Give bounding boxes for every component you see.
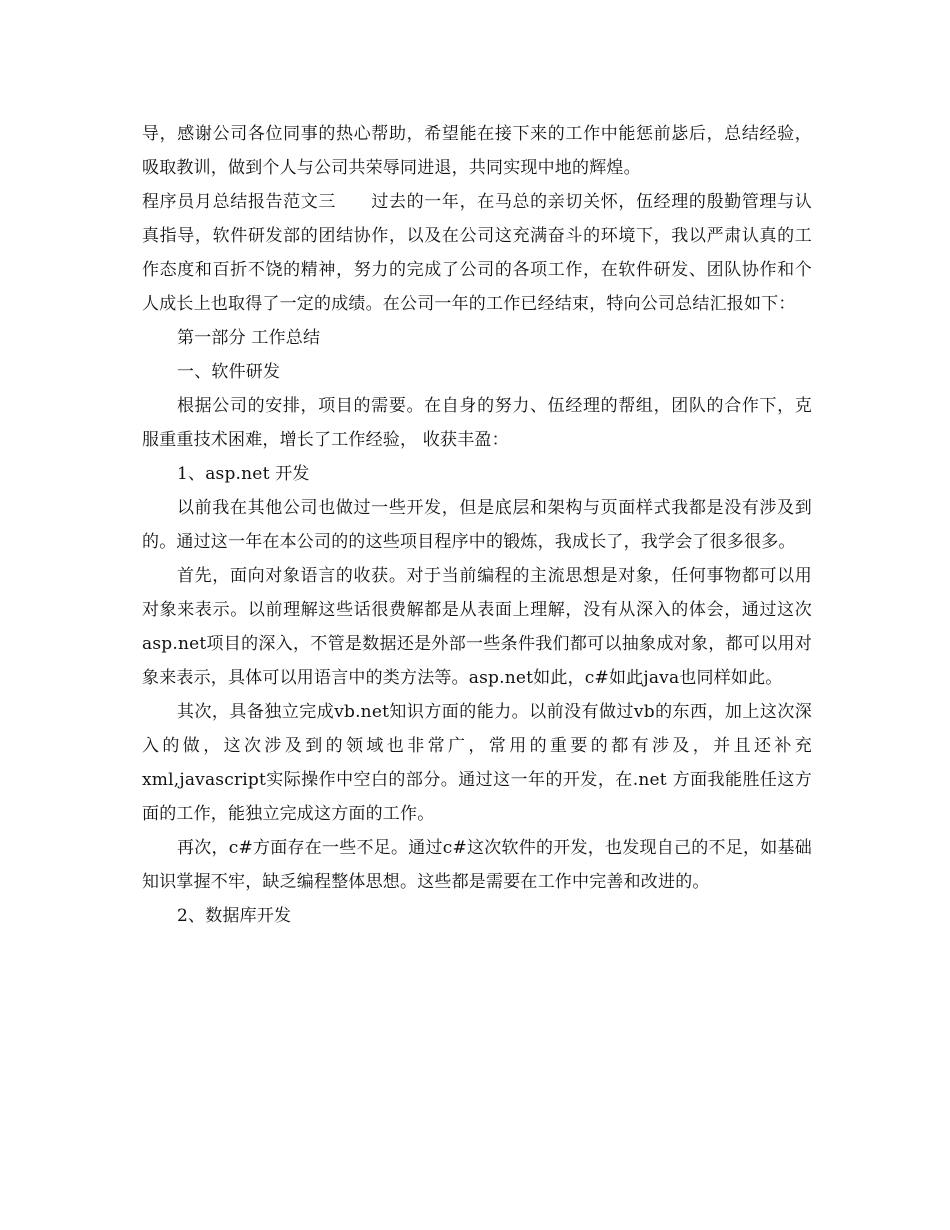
paragraph-oop-gains: 首先，面向对象语言的收获。对于当前编程的主流思想是对象，任何事物都可以用对象来表示。以前理解这些话很费解都是从表面上理解，没有从深入的体会，通过这次asp.net项目的深入，不管是数据还是外部一些条件我们都可以抽象成对象，都可以用对象来表示，具体可以用语言中的类方法等。asp.net如此，c#如此java也同样如此。	[142, 566, 812, 688]
paragraph-csharp-shortcomings: 再次，c#方面存在一些不足。通过c#这次软件的开发，也发现自己的不足，如基础知识掌握不牢，缺乏编程整体思想。这些都是需要在工作中完善和改进的。	[142, 838, 812, 892]
paragraph-report-intro: 程序员月总结报告范文三 过去的一年，在马总的亲切关怀，伍经理的殷勤管理与认真指导，软件研发部的团结协作，以及在公司这充满奋斗的环境下，我以严肃认真的工作态度和百折不饶的精神，努力的完成了公司的各项工作，在软件研发、团队协作和个人成长上也取得了一定的成绩。在公司一年的工作已经结束，特向公司总结汇报如下：	[142, 192, 812, 314]
paragraph-vbnet-ability: 其次，具备独立完成vb.net知识方面的能力。以前没有做过vb的东西，加上这次深入的做，这次涉及到的领域也非常广，常用的重要的都有涉及，并且还补充xml,javascript实际操作中空白的部分。通过这一年的开发，在.net 方面我能胜任这方面的工作，能独立完成这方面的工作。	[142, 702, 812, 824]
subheading-database-dev: 2、数据库开发	[177, 906, 292, 926]
paragraph-previous-experience: 以前我在其他公司也做过一些开发，但是底层和架构与页面样式我都是没有涉及到的。通过这一年在本公司的的这些项目程序中的锻炼，我成长了，我学会了很多很多。	[142, 498, 812, 552]
subheading-aspnet-dev: 1、asp.net 开发	[177, 464, 310, 484]
paragraph-continuation: 导，感谢公司各位同事的热心帮助，希望能在接下来的工作中能惩前毖后，总结经验，吸取教训，做到个人与公司共荣辱同进退，共同实现中地的辉煌。	[142, 124, 812, 178]
section-heading-work-summary: 第一部分 工作总结	[177, 328, 321, 348]
document-body	[142, 117, 812, 933]
section-heading-software-dev: 一、软件研发	[177, 362, 281, 382]
paragraph-company-arrangement: 根据公司的安排，项目的需要。在自身的努力、伍经理的帮组，团队的合作下，克服重重技术困难，增长了工作经验， 收获丰盈：	[142, 396, 812, 450]
